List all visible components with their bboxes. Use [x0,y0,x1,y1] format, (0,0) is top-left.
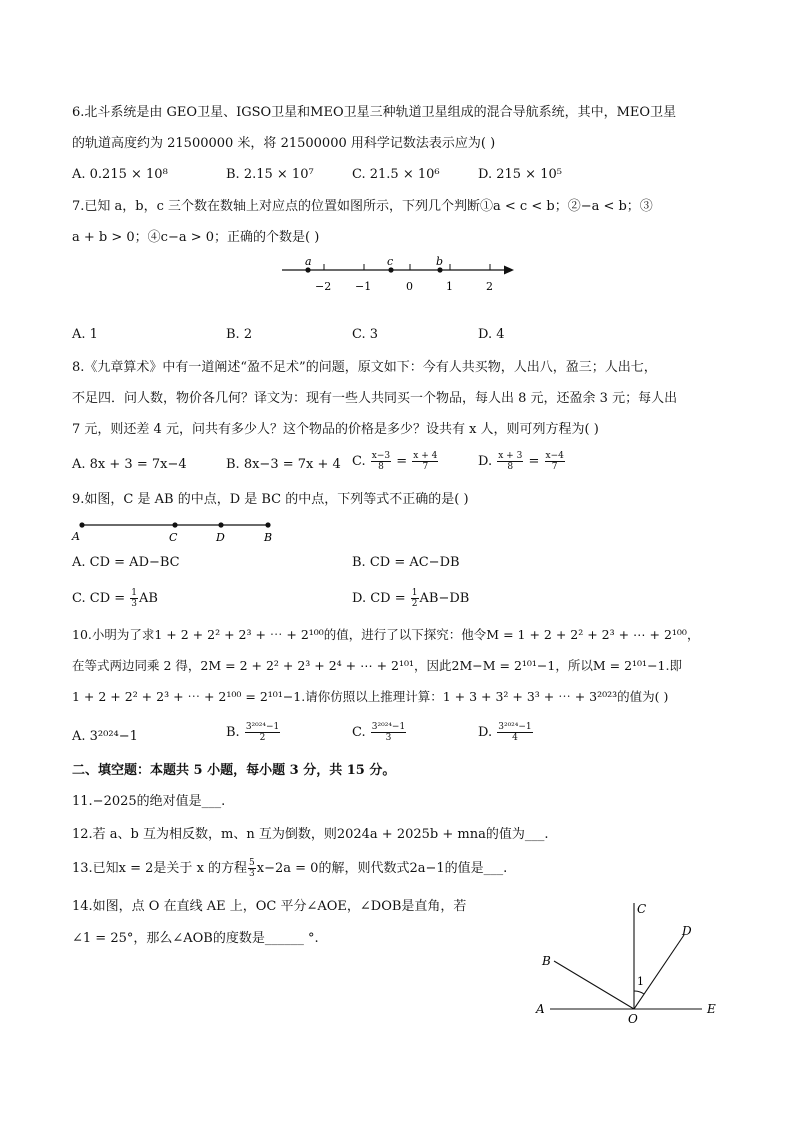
label-D: D [682,924,692,938]
label-O: O [628,1012,638,1025]
q10-line3: 1 + 2 + 2² + 2³ + ⋯ + 2¹⁰⁰ = 2¹⁰¹−1.请你仿照以上推理计算：1 + 3 + 3² + 3³ + ⋯ + 3²⁰²³的值为( ) [72,689,669,704]
q6-option-a: A. 0.215 × 10⁸ [72,167,168,182]
q7-line2: a + b > 0；④c−a > 0；正确的个数是( ) [72,230,320,245]
q8-option-b: B. 8x−3 = 7x + 4 [226,457,341,472]
q10-option-d: D. $\frac{\text{3²⁰²⁴−1}}{4}$ [478,722,532,743]
q7-option-b: B. 2 [226,327,253,342]
q8-option-a: A. 8x + 3 = 7x−4 [72,457,187,472]
q9-option-b: B. CD = AC−DB [352,555,460,570]
point-D-label: D [216,531,225,544]
q8-line1: 8.《九章算术》中有一道阐述“盈不足术”的问题，原文如下：今有人共买物，人出八，盈三；人出七， [72,360,657,375]
segment-figure [68,515,288,547]
q9-option-a: A. CD = AD−BC [72,555,180,570]
q8-option-c: C. $\frac{x-3}{8}$ = $\frac{x + 4}{7}$ [352,451,438,472]
point-c-label: c [387,255,394,268]
q11: 11.−2025的绝对值是___. [72,794,226,809]
q10-line1: 10.小明为了求1 + 2 + 2² + 2³ + ⋯ + 2¹⁰⁰的值，进行了以下探究：他令M = 1 + 2 + 2² + 2³ + ⋯ + 2¹⁰⁰， [72,627,700,642]
q7-option-d: D. 4 [478,327,505,342]
label-B: B [542,954,551,968]
tick-label-0: 0 [406,280,413,293]
tick-label-neg2: −2 [315,280,332,293]
q8-line3: 7 元，则还差 4 元，问共有多少人？这个物品的价格是多少？设共有 x 人，则可列方程为( ) [72,422,599,437]
tick-label-neg1: −1 [355,280,372,293]
q6-line1: 6.北斗系统是由 GEO卫星、IGSO卫星和MEO卫星三种轨道卫星组成的混合导航系统，其中，MEO卫星 [72,105,677,120]
q12: 12.若 a、b 互为相反数，m、n 互为倒数，则2024a + 2025b + mna的值为___. [72,827,549,842]
q8-line2: 不足四．问人数，物价各几何？译文为：现有一些人共同买一个物品，每人出 8 元，还盈余 3 元；每人出 [72,391,678,406]
q10-option-b: B. $\frac{\text{3²⁰²⁴−1}}{2}$ [226,722,280,743]
q9-option-c: C. CD = $\frac{1}{3}$ AB [72,588,158,609]
point-a-label: a [305,255,312,268]
q7-option-a: A. 1 [72,327,98,342]
q14-line2: ∠1 = 25°，那么∠AOB的度数是______ °. [72,931,319,946]
q6-option-c: C. 21.5 × 10⁶ [352,167,440,182]
tick-label-1: 1 [446,280,453,293]
tick-label-2: 2 [486,280,493,293]
q6-option-d: D. 215 × 10⁵ [478,167,562,182]
point-B-label: B [264,531,273,544]
q6-option-b: B. 2.15 × 10⁷ [226,167,314,182]
label-A: A [536,1002,545,1016]
angle-figure [530,895,730,1025]
q6-line2: 的轨道高度约为 21500000 米，将 21500000 用科学记数法表示应为( ) [72,136,496,151]
label-1: 1 [637,975,644,988]
point-C-label: C [169,531,178,544]
point-A-label: A [72,530,80,543]
label-C: C [637,902,647,916]
q7-line1: 7.已知 a，b，c 三个数在数轴上对应点的位置如图所示，下列几个判断①a < c < b；②−a < b；③ [72,199,653,214]
q10-option-a: A. 3²⁰²⁴−1 [72,729,138,744]
q13: 13.已知x = 2是关于 x 的方程 $\frac{5}{3}$ x−2a = 0的解，则代数式2a−1的值是___. [72,858,508,879]
number-line-figure [270,250,530,300]
q10-option-c: C. $\frac{\text{3²⁰²⁴−1}}{3}$ [352,722,406,743]
section-2-heading: 二、填空题：本题共 5 小题，每小题 3 分，共 15 分。 [72,763,396,778]
q9-option-d: D. CD = $\frac{1}{2}$ AB−DB [352,588,470,609]
point-b-label: b [436,255,444,268]
q14-line1: 14.如图，点 O 在直线 AE 上，OC 平分∠AOE，∠DOB是直角，若 [72,899,467,914]
q8-option-d: D. $\frac{x + 3}{8}$ = $\frac{x-4}{7}$ [478,451,564,472]
q9-line1: 9.如图，C 是 AB 的中点，D 是 BC 的中点，下列等式不正确的是( ) [72,492,469,507]
label-E: E [707,1002,716,1016]
q7-option-c: C. 3 [352,327,379,342]
q10-line2: 在等式两边同乘 2 得，2M = 2 + 2² + 2³ + 2⁴ + ⋯ + 2¹⁰¹，因此2M−M = 2¹⁰¹−1，所以M = 2¹⁰¹−1.即 [72,658,682,673]
